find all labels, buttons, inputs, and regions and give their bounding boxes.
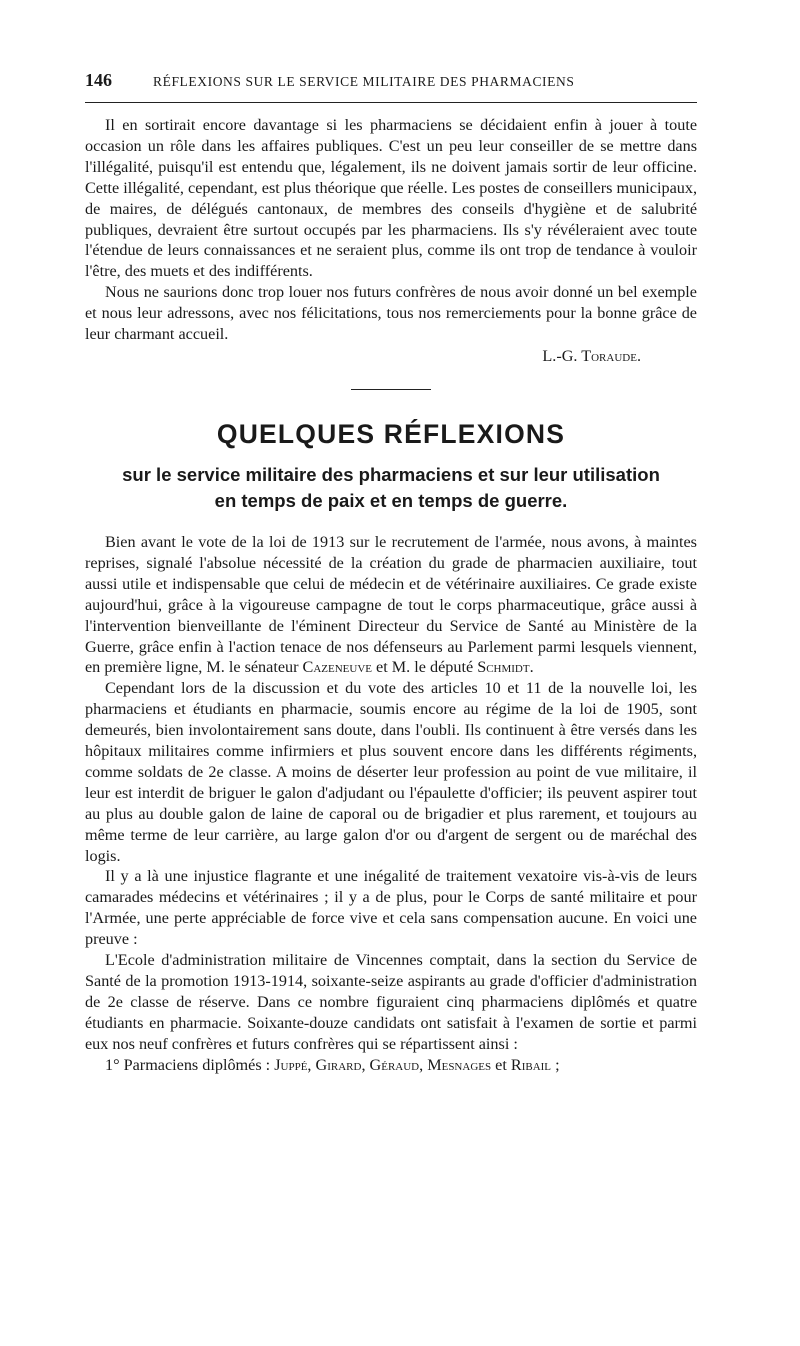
punctuation: ,	[419, 1055, 424, 1074]
punctuation: ,	[307, 1055, 312, 1074]
article-title: QUELQUES RÉFLEXIONS	[216, 418, 566, 449]
book-page	[85, 70, 697, 1076]
article-subtitle	[85, 462, 697, 514]
person-name: Ribail	[510, 1055, 552, 1074]
article	[85, 418, 697, 1076]
punctuation: .	[529, 658, 534, 677]
paragraph: L'Ecole d'administration militaire de Vincennes comptait, dans la section du Service de Santé de la promotion 1913-1914, soixante-seize aspirants au grade d'officier d'administration de 2e classe de réserve. Dans ce nombre figuraient cinq pharmaciens diplômés et quatre étudiants en pharmacie. Soixante-douze candidats ont satisfait à l'examen de sortie et parmi eux nos neuf confrères et futurs confrères qui se répartissent ainsi :	[85, 951, 697, 1053]
paragraph-text: Bien avant le vote de la loi de 1913 sur le recrutement de l'armée, nous avons, à maintes reprises, signalé l'absolue nécessité de la création du grade de pharmacien auxiliaire, tout aussi utile et indispensable que celui de médecin et de vétérinaire auxiliaires. Ce grade existe aujourd'hui, grâce à la vigoureuse campagne de tout le corps pharmaceutique, grâce aussi à l'intervention bienveillante de l'éminent Directeur du Service de Santé au Ministère de la Guerre, grâce enfin à l'action tenace de nos défenseurs au Parlement parmi lesquels viennent, en première ligne, M. le sénateur	[85, 532, 697, 677]
paragraph-text: et	[495, 1055, 507, 1074]
running-title: RÉFLEXIONS SUR LE SERVICE MILITAIRE DES PHARMACIENS	[153, 74, 575, 89]
author-signature	[85, 346, 697, 367]
punctuation: ;	[555, 1055, 560, 1074]
header-rule	[85, 102, 697, 103]
paragraph: Nous ne saurions donc trop louer nos futurs confrères de nous avoir donné un bel exemple et nous leur adressons, avec nos félicitations, tous nos remerciements pour la bonne grâce de leur charmant accueil.	[85, 283, 697, 344]
paragraph: Cependant lors de la discussion et du vote des articles 10 et 11 de la nouvelle loi, les pharmaciens et étudiants en pharmacie, soumis encore au régime de la loi de 1905, sont demeurés, bien involontairement sans doute, dans l'oubli. Ils continuent à être versés dans les hôpitaux militaires comme infirmiers et plus souvent encore dans les différents régiments, comme soldats de 2e classe. A moins de déserter leur profession au point de vue militaire, il leur est interdit de briguer le galon d'adjudant ou l'épaulette d'officier; ils peuvent aspirer tout au plus au double galon de laine de caporal ou de brigadier et plus rarement, et toujours au même terme de leur carrière, au large galon d'or ou d'argent de sergent ou de maréchal des logis.	[85, 679, 697, 865]
paragraph	[85, 532, 697, 678]
author-name: L.-G. Toraude.	[542, 346, 641, 365]
previous-article-ending	[85, 115, 697, 367]
subtitle-line: sur le service militaire des pharmaciens et sur leur utilisation	[122, 463, 660, 485]
subtitle-line: en temps de paix et en temps de guerre.	[214, 489, 568, 511]
paragraph: Il en sortirait encore davantage si les pharmaciens se décidaient enfin à jouer à toute occasion un rôle dans les affaires publiques. C'est un peu leur conseiller de se mettre dans l'illégalité, puisqu'il est entendu que, légalement, ils ne doivent jamais sortir de leur officine. Cette illégalité, cependant, est plus théorique que réelle. Les postes de conseillers municipaux, de maires, de délégués cantonaux, de membres des conseils d'hygiène et de salubrité publiques, devraient être surtout occupés par les pharmaciens. Ils s'y révéleraient avec toute l'étendue de leurs connaissances et ne seraient plus, comme ils ont trop de tendance à vouloir l'être, des muets et des indifférents.	[85, 116, 697, 281]
running-header	[85, 70, 697, 96]
person-name: Mesnages	[427, 1055, 492, 1074]
punctuation: ,	[361, 1055, 366, 1074]
person-name: Cazeneuve	[302, 658, 372, 677]
section-separator	[351, 389, 431, 390]
paragraph	[85, 1055, 697, 1076]
paragraph-text: et M. le député	[376, 658, 474, 677]
paragraph-text: 1° Parmaciens diplômés :	[105, 1055, 271, 1074]
person-name: Schmidt	[477, 658, 530, 677]
person-name: Juppé	[274, 1055, 308, 1074]
page-number: 146	[85, 70, 112, 90]
person-name: Girard	[315, 1055, 362, 1074]
paragraph: Il y a là une injustice flagrante et une inégalité de traitement vexatoire vis-à-vis de leurs camarades médecins et vétérinaires ; il y a de plus, pour le Corps de santé militaire et pour l'Armée, une perte appréciable de force vive et cela sans compensation aucune. En voici une preuve :	[85, 867, 697, 949]
person-name: Géraud	[369, 1055, 420, 1074]
